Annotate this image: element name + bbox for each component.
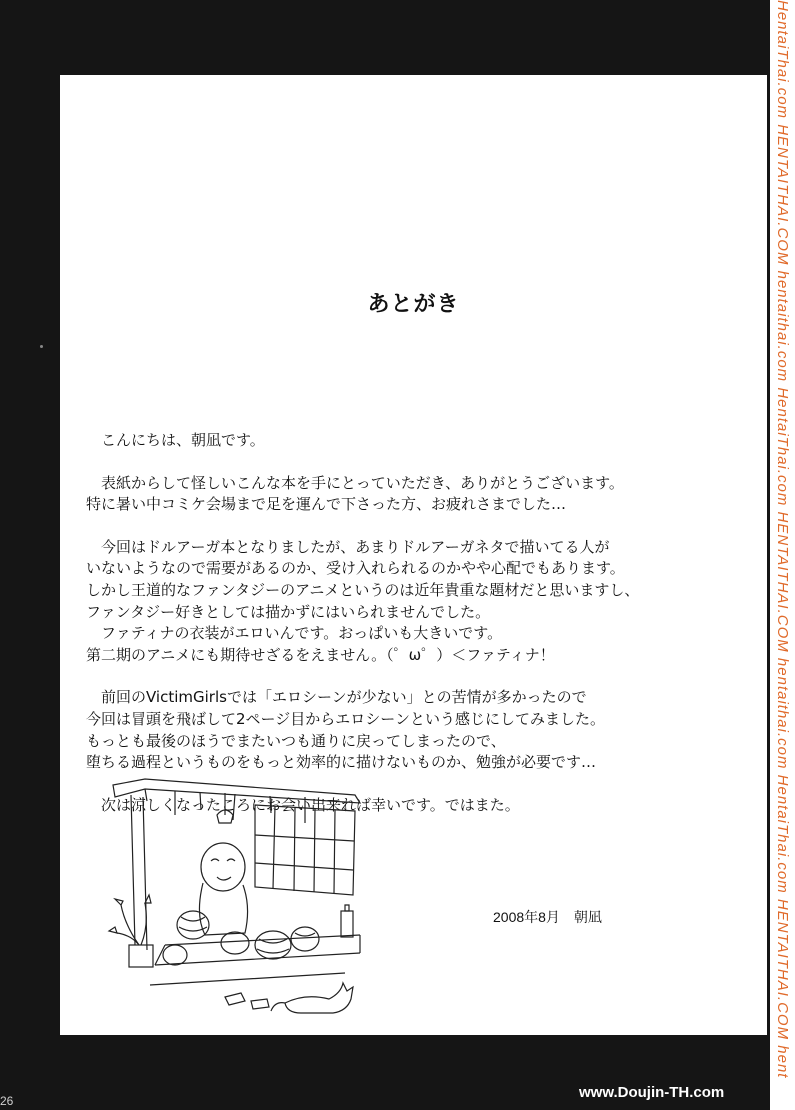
side-watermark-strip xyxy=(770,0,795,1110)
text-line: 特に暑い中コミケ会場まで足を運んで下さった方、お疲れさまでした… xyxy=(86,495,567,514)
bottom-watermark: www.Doujin-TH.com xyxy=(579,1084,725,1101)
text-line: ファンタジー好きとしては描かずにはいられませんでした。 xyxy=(86,602,491,621)
veranda-sketch-illustration xyxy=(105,775,365,1025)
text-line: 表紙からして怪しいこんな本を手にとっていただき、ありがとうございます。 xyxy=(86,473,624,492)
text-line: 次は涼しくなったころにお会い出来れば幸いです。ではまた。 xyxy=(86,795,520,814)
signature: 2008年8月 朝凪 xyxy=(493,909,602,925)
text-line: こんにちは、朝凪です。 xyxy=(86,431,265,449)
text-line: しかし王道的なファンタジーのアニメというのは近年貴重な題材だと思いますし、 xyxy=(86,580,640,599)
text-line: 今回は冒頭を飛ばして2ページ目からエロシーンという感じにしてみました。 xyxy=(86,709,605,728)
afterword-body xyxy=(86,430,726,816)
scan-speck xyxy=(40,345,43,348)
text-line: 第二期のアニメにも期待せざるをえません。（゜ω゜）＜ファティナ！ xyxy=(86,645,555,664)
text-line: 堕ちる過程というものをもっと効率的に描けないものか、勉強が必要です… xyxy=(86,753,597,772)
text-line: 今回はドルアーガ本となりましたが、あまりドルアーガネタで描いてる人が xyxy=(86,537,610,556)
text-line: いないようなので需要があるのか、受け入れられるのかやや心配でもあります。 xyxy=(86,559,625,578)
text-line: 前回のVictimGirlsでは「エロシーンが少ない」との苦情が多かったので xyxy=(86,688,587,707)
page-number: 26 xyxy=(0,1094,14,1108)
document-page xyxy=(60,75,767,1035)
paragraph-victimgirls xyxy=(86,687,726,773)
text-line: もっとも最後のほうでまたいつも通りに戻ってしまったので、 xyxy=(86,731,506,750)
side-watermark-text: HentaiThai.com HENTAITHAI.COM hentaithai.com HentaiThai.com HENTAITHAI.COM hentaithai.com HentaiThai.com HENTAITHAI.COM hent xyxy=(774,0,791,1079)
text-line: ファティナの衣装がエロいんです。おっぱいも大きいです。 xyxy=(86,624,503,643)
page-title: あとがき xyxy=(367,292,460,317)
paragraph-greeting xyxy=(86,430,726,452)
paragraph-thanks xyxy=(86,473,726,516)
paragraph-druaga xyxy=(86,537,726,667)
